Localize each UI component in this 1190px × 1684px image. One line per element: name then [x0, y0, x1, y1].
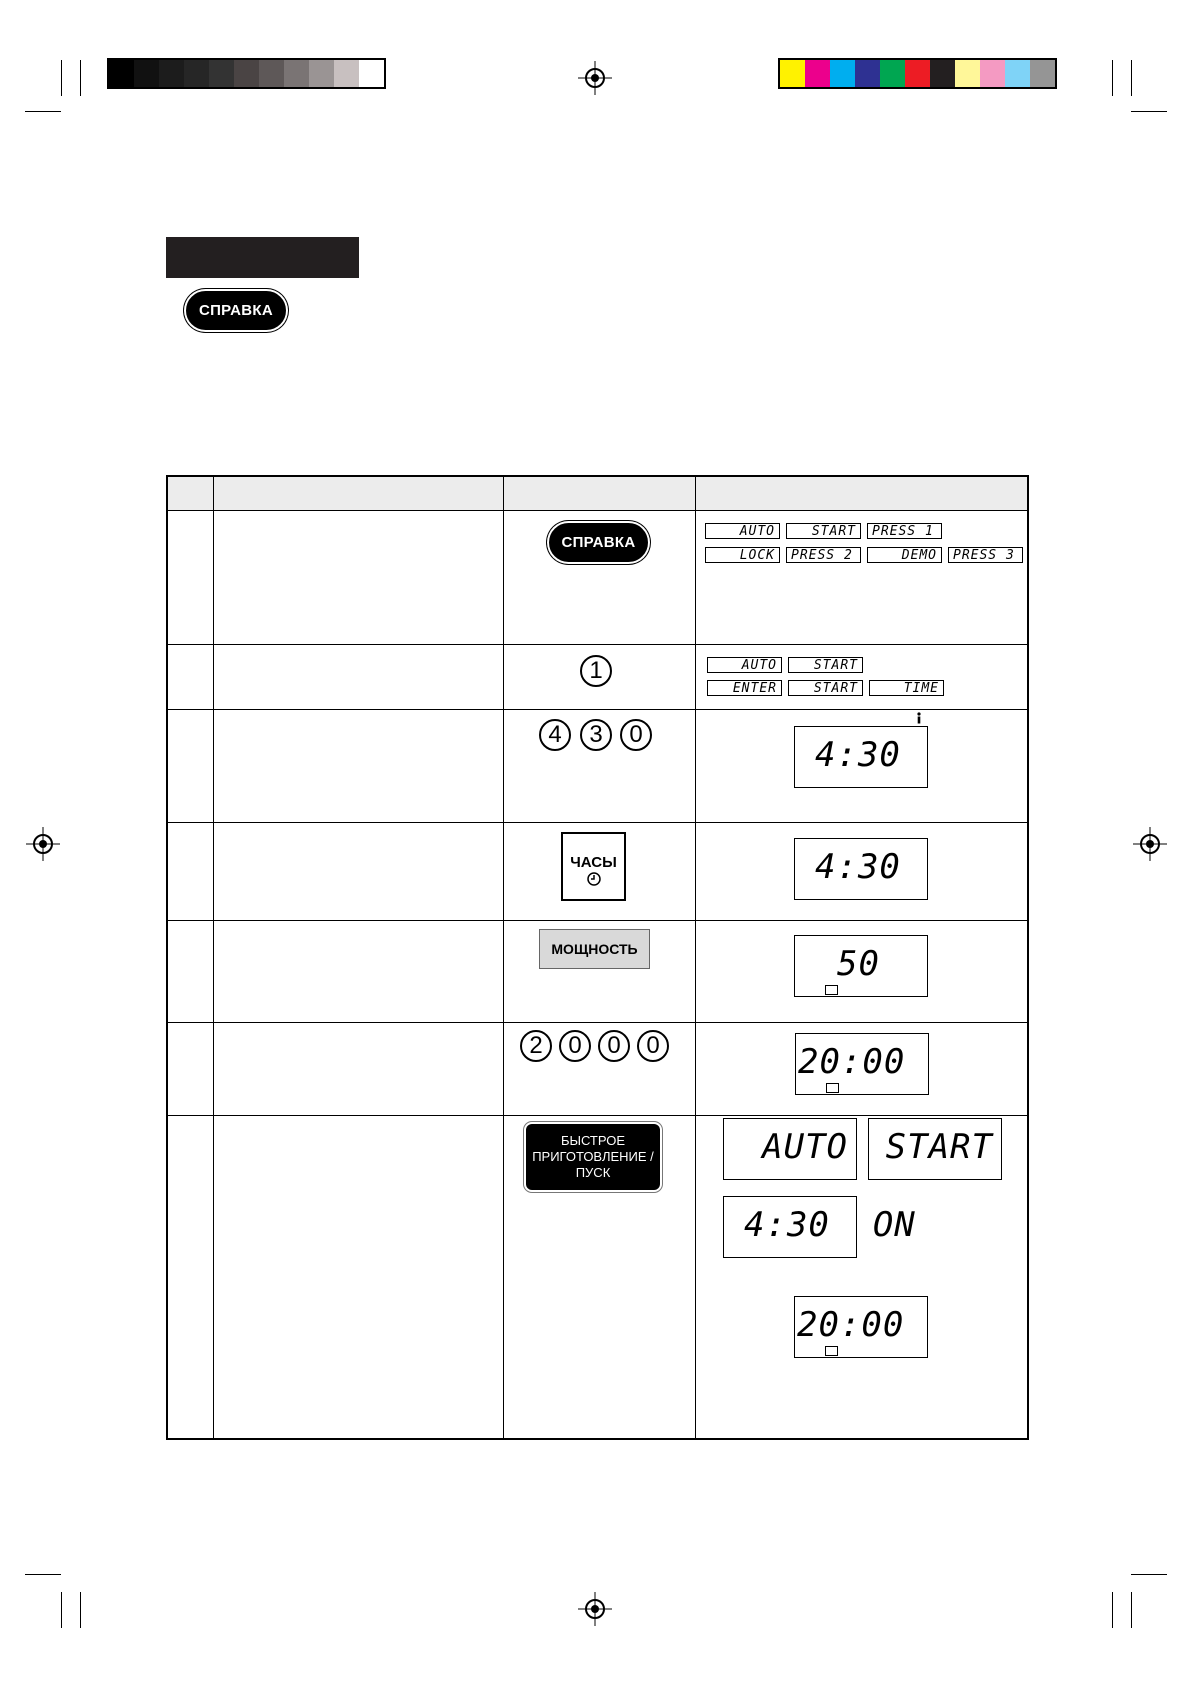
- clock-icon: [587, 872, 601, 886]
- section-title-bar: [166, 237, 359, 278]
- row-divider: [168, 822, 1027, 823]
- color-calibration-bar: [778, 58, 1057, 89]
- color-swatch: [880, 60, 905, 87]
- display-time: 4:30: [815, 735, 901, 775]
- color-swatch: [334, 60, 359, 87]
- lcd-display: [794, 838, 928, 900]
- clock-key[interactable]: [561, 832, 626, 901]
- color-swatch: [955, 60, 980, 87]
- lcd-display: [723, 1118, 857, 1180]
- lcd-display: [795, 1033, 929, 1095]
- display-segment: PRESS 1: [867, 523, 942, 539]
- color-swatch: [309, 60, 334, 87]
- crop-mark: [80, 60, 81, 96]
- crop-mark: [1131, 60, 1132, 96]
- microwave-indicator-icon: [825, 1346, 838, 1356]
- display-segment: DEMO: [867, 547, 942, 563]
- microwave-indicator-icon: [825, 985, 838, 995]
- crop-mark: [1112, 1592, 1113, 1628]
- row-divider: [168, 510, 1027, 511]
- help-button[interactable]: СПРАВКА: [186, 291, 286, 330]
- display-time: 4:30: [815, 847, 901, 887]
- display-segment: START: [788, 680, 863, 696]
- microwave-indicator-icon: [826, 1083, 839, 1093]
- display-auto: AUTO: [762, 1127, 848, 1167]
- number-key-1[interactable]: 1: [580, 655, 612, 687]
- clock-key-label: ЧАСЫ: [570, 854, 617, 871]
- number-key-0[interactable]: 0: [598, 1030, 630, 1062]
- display-segment: PRESS 3: [948, 547, 1023, 563]
- row-divider: [168, 1115, 1027, 1116]
- table-header-row: [168, 477, 1027, 510]
- crop-mark: [1131, 1574, 1167, 1575]
- number-key-0[interactable]: 0: [637, 1030, 669, 1062]
- color-swatch: [805, 60, 830, 87]
- number-key-4[interactable]: 4: [539, 719, 571, 751]
- color-swatch: [234, 60, 259, 87]
- color-swatch: [359, 60, 384, 87]
- crop-mark: [1131, 1592, 1132, 1628]
- lcd-display: [794, 1296, 928, 1358]
- display-segment: START: [788, 657, 863, 673]
- display-segment: TIME: [869, 680, 944, 696]
- info-icon: [915, 712, 923, 724]
- color-swatch: [109, 60, 134, 87]
- color-swatch: [980, 60, 1005, 87]
- lcd-display: [868, 1118, 1002, 1180]
- number-key-2[interactable]: 2: [520, 1030, 552, 1062]
- lcd-display: [723, 1196, 916, 1258]
- lcd-display: [794, 726, 928, 788]
- column-divider: [213, 477, 214, 1438]
- color-swatch: [159, 60, 184, 87]
- display-power: 50: [837, 944, 880, 984]
- lcd-display: [794, 935, 928, 997]
- row-divider: [168, 709, 1027, 710]
- start-key-label-line: ПУСК: [575, 1165, 611, 1180]
- color-swatch: [930, 60, 955, 87]
- registration-mark-icon: [578, 1592, 612, 1626]
- display-segment: ENTER: [707, 680, 782, 696]
- display-segment: AUTO: [707, 657, 782, 673]
- crop-mark: [1112, 60, 1113, 96]
- column-divider: [695, 477, 696, 1438]
- crop-mark: [61, 60, 62, 96]
- color-swatch: [209, 60, 234, 87]
- color-swatch: [830, 60, 855, 87]
- gray-calibration-bar: [107, 58, 386, 89]
- row-divider: [168, 920, 1027, 921]
- crop-mark: [1131, 111, 1167, 112]
- display-segment: AUTO: [705, 523, 780, 539]
- display-segment: PRESS 2: [786, 547, 861, 563]
- start-key-label-line: ПРИГОТОВЛЕНИЕ /: [532, 1149, 654, 1164]
- number-key-0[interactable]: 0: [620, 719, 652, 751]
- color-swatch: [780, 60, 805, 87]
- row-divider: [168, 1022, 1027, 1023]
- color-swatch: [855, 60, 880, 87]
- quick-start-key[interactable]: [526, 1124, 660, 1190]
- start-key-label-line: БЫСТРОЕ: [560, 1133, 626, 1148]
- display-segment: LOCK: [705, 547, 780, 563]
- number-key-0[interactable]: 0: [559, 1030, 591, 1062]
- column-divider: [503, 477, 504, 1438]
- crop-mark: [61, 1592, 62, 1628]
- display-segment: START: [786, 523, 861, 539]
- display-start: START: [885, 1127, 993, 1167]
- color-swatch: [905, 60, 930, 87]
- crop-mark: [80, 1592, 81, 1628]
- color-swatch: [184, 60, 209, 87]
- color-swatch: [134, 60, 159, 87]
- color-swatch: [259, 60, 284, 87]
- help-key[interactable]: СПРАВКА: [549, 523, 648, 562]
- power-key[interactable]: МОЩНОСТЬ: [539, 929, 650, 969]
- display-time: 20:00: [798, 1042, 906, 1082]
- registration-mark-icon: [578, 61, 612, 95]
- crop-mark: [25, 111, 61, 112]
- color-swatch: [1030, 60, 1055, 87]
- row-divider: [168, 644, 1027, 645]
- number-key-3[interactable]: 3: [580, 719, 612, 751]
- registration-mark-icon: [26, 827, 60, 861]
- display-on-time: 4:30 ON: [744, 1205, 916, 1245]
- crop-mark: [25, 1574, 61, 1575]
- display-time: 20:00: [797, 1305, 905, 1345]
- color-swatch: [1005, 60, 1030, 87]
- registration-mark-icon: [1133, 827, 1167, 861]
- color-swatch: [284, 60, 309, 87]
